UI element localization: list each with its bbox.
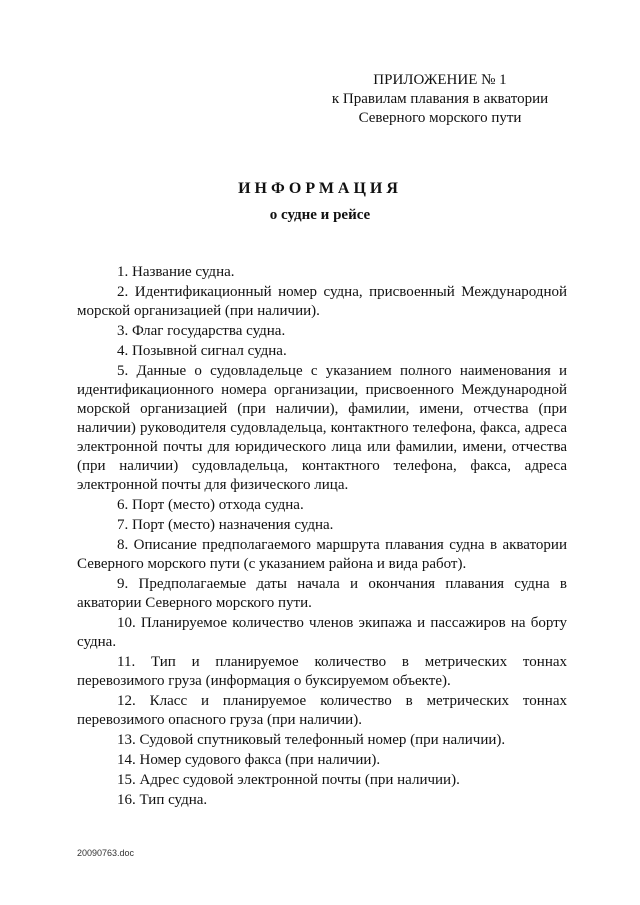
document-title: ИНФОРМАЦИЯ	[238, 180, 402, 197]
annex-reference-cont: Северного морского пути	[358, 110, 522, 126]
list-item: 11. Тип и планируемое количество в метрических тоннах перевозимого груза (информация о буксируемом объекте).	[77, 654, 567, 689]
list-item: 1. Название судна.	[117, 264, 235, 280]
list-item: 15. Адрес судовой электронной почты (при наличии).	[117, 772, 460, 788]
list-item: 14. Номер судового факса (при наличии).	[117, 752, 381, 768]
annex-reference: к Правилам плавания в акватории	[331, 91, 549, 107]
item-list	[77, 263, 567, 811]
file-name-footer: 20090763.doc	[77, 848, 135, 858]
list-item: 7. Порт (место) назначения судна.	[117, 517, 334, 533]
annex-number: ПРИЛОЖЕНИЕ № 1	[373, 72, 507, 88]
list-item: 2. Идентификационный номер судна, присвоенный Международной морской организацией (при наличии).	[77, 284, 567, 319]
list-item: 6. Порт (место) отхода судна.	[117, 497, 304, 513]
list-item: 12. Класс и планируемое количество в метрических тоннах перевозимого опасного груза (при наличии).	[77, 693, 567, 728]
list-item: 4. Позывной сигнал судна.	[117, 343, 287, 359]
document-subtitle: о судне и рейсе	[269, 207, 371, 223]
annex-header	[290, 71, 590, 128]
list-item: 3. Флаг государства судна.	[117, 323, 286, 339]
list-item: 13. Судовой спутниковый телефонный номер (при наличии).	[117, 732, 506, 748]
list-item: 8. Описание предполагаемого маршрута плавания судна в акватории Северного морского пути (с указанием района и вида работ).	[77, 537, 567, 572]
list-item: 10. Планируемое количество членов экипажа и пассажиров на борту судна.	[77, 615, 567, 650]
list-item: 9. Предполагаемые даты начала и окончания плавания судна в акватории Северного морского пути.	[77, 576, 567, 611]
list-item: 5. Данные о судовладельце с указанием полного наименования и идентификационного номера организации, присвоенного Международной морской организацией (при наличии), фамилии, имени, отчества (при наличии) руководителя судовладельца, контактного телефона, факса, адреса электронной почты для юридического лица или фамилии, имени, отчества (при наличии) судовладельца, контактного телефона, факса, адреса электронной почты для физического лица.	[77, 363, 567, 493]
list-item: 16. Тип судна.	[117, 792, 208, 808]
